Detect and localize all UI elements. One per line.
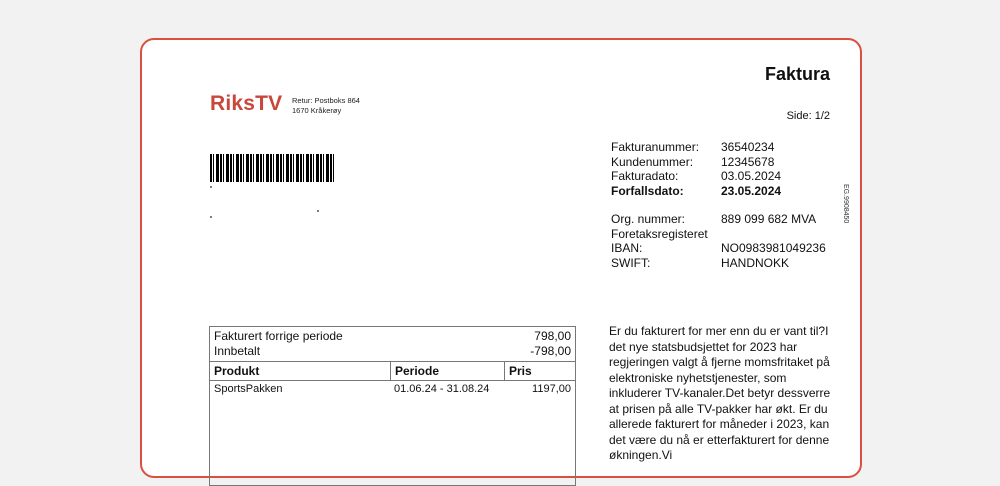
- detail-row: [611, 155, 826, 170]
- org-row: [611, 256, 826, 271]
- previous-label: Innbetalt: [214, 344, 261, 358]
- invoice-table: [209, 326, 576, 486]
- detail-value: 23.05.2024: [721, 183, 782, 198]
- column-header-period: Periode: [390, 362, 504, 380]
- org-row: [611, 241, 826, 256]
- invoice-title: Faktura: [764, 64, 830, 84]
- page-number: Side: 1/2: [786, 110, 830, 122]
- org-label: IBAN:: [611, 241, 643, 255]
- vat-notice: Er du fakturert for mer enn du er vant til?I det nye statsbudsjettet for 2023 har regjeringen valgt å fjerne momsfritaket på elektroniske nyhetstjenester, som inkluderer TV-kanaler.Det betyr dessverre at prisen på alle TV-pakker har økt. Er du allerede fakturert for måneder i 2023, kan det være du nå er etterfakturert for denne økningen.Vi: [609, 324, 831, 462]
- table-row: [210, 381, 575, 397]
- org-row: [611, 227, 826, 242]
- detail-value: 03.05.2024: [721, 169, 782, 183]
- invoice-sheet: [140, 38, 862, 478]
- org-value: HANDNOKK: [721, 255, 790, 270]
- barcode: [210, 154, 336, 182]
- detail-value: 12345678: [721, 154, 775, 169]
- org-label: Org. nummer:: [611, 212, 686, 226]
- detail-label: Fakturanummer:: [611, 140, 700, 154]
- product-cell: SportsPakken: [214, 383, 283, 395]
- org-label: Foretaksregisteret: [611, 226, 708, 241]
- table-header: [210, 361, 575, 381]
- previous-row: [214, 329, 571, 344]
- price-cell: 1197,00: [532, 383, 571, 395]
- previous-label: Fakturert forrige periode: [214, 329, 343, 343]
- org-row: [611, 212, 826, 227]
- due-date-row: [611, 184, 826, 199]
- rikstv-logo: RiksTV: [210, 92, 283, 115]
- org-label: SWIFT:: [611, 255, 651, 270]
- detail-label: Fakturadato:: [611, 169, 679, 183]
- return-address: [292, 96, 360, 116]
- column-header-product: Produkt: [214, 364, 260, 378]
- redacted-address-mark: [210, 216, 212, 218]
- org-value: NO0983981049236: [721, 241, 826, 255]
- detail-row: [611, 169, 826, 184]
- period-cell: 01.06.24 - 31.08.24: [394, 383, 490, 395]
- vertical-code: EG.9908450: [842, 184, 849, 224]
- redacted-address-mark: [210, 186, 212, 188]
- column-header-price: Pris: [504, 362, 575, 380]
- return-address-line: 1670 Kråkerøy: [292, 106, 342, 115]
- previous-value: 798,00: [534, 329, 571, 343]
- org-value: 889 099 682 MVA: [721, 212, 817, 226]
- previous-row: [214, 344, 571, 359]
- return-address-line: Retur: Postboks 864: [292, 96, 360, 105]
- detail-value: 36540234: [721, 140, 775, 154]
- previous-period: [210, 327, 575, 359]
- redacted-address-mark: [317, 210, 319, 212]
- detail-label: Kundenummer:: [611, 154, 694, 169]
- invoice-details: [611, 140, 826, 270]
- detail-row: [611, 140, 826, 155]
- previous-value: -798,00: [530, 344, 571, 358]
- detail-label: Forfallsdato:: [611, 183, 684, 198]
